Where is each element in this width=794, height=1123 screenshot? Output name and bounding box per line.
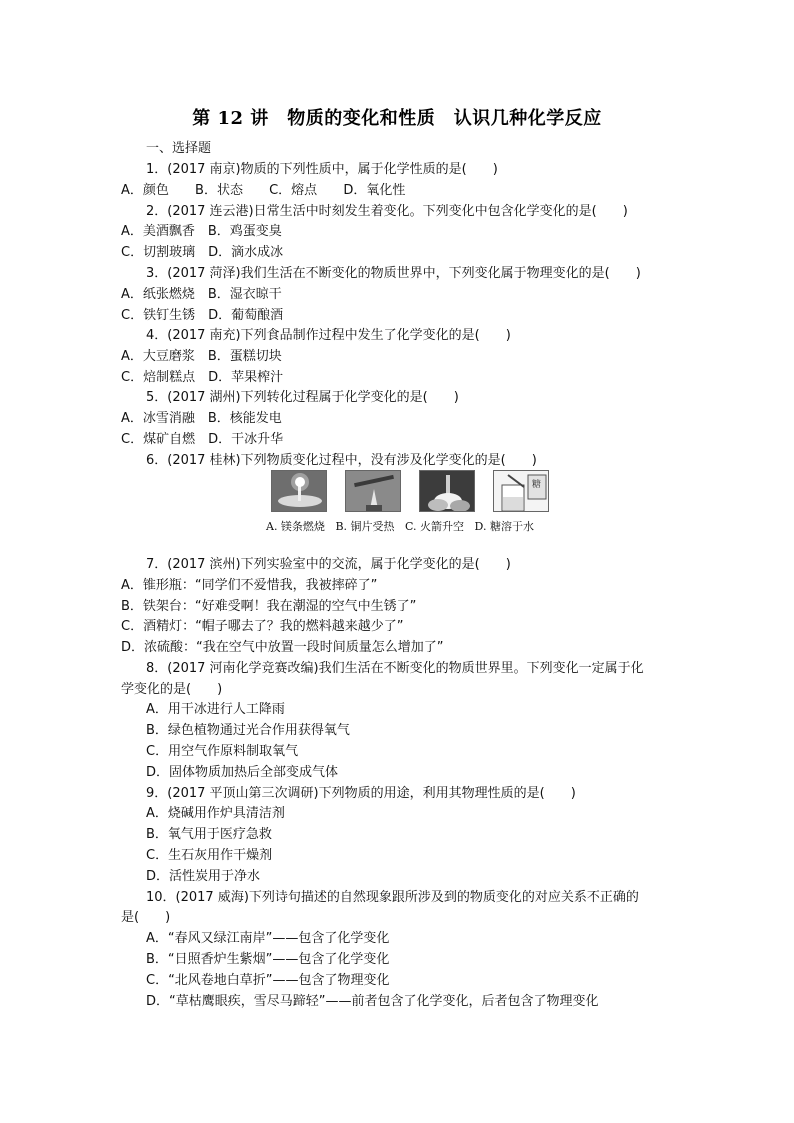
q1-option-b: B．状态 [195,183,243,198]
question-8-stem-cont: 学变化的是( ) [121,682,223,697]
q9-option-c: C．生石灰用作干燥剂 [146,848,273,863]
q8-option-c: C．用空气作原料制取氧气 [146,744,299,759]
question-7-stem: 7．(2017 滨州)下列实验室中的交流，属于化学变化的是( ) [146,557,511,572]
q9-option-b: B．氧气用于医疗急救 [146,827,272,842]
sugar-jar-label: 糖 [532,480,542,490]
question-6-captions [266,518,541,534]
question-6-stem: 6．(2017 桂林)下列物质变化过程中，没有涉及化学变化的是( ) [146,453,537,468]
q10-option-c: C．“北风卷地白草折”——包含了物理变化 [146,973,390,988]
question-1-options [121,181,405,201]
q7-option-c: C．酒精灯：“帽子哪去了？我的燃料越来越少了” [121,619,404,634]
question-10-stem-cont: 是( ) [121,910,171,925]
q8-option-d: D．固体物质加热后全部变成气体 [146,765,339,780]
q8-option-b: B．绿色植物通过光合作用获得氧气 [146,723,350,738]
question-4-options-row1: A．大豆磨浆 B．蛋糕切块 [121,349,282,364]
page-title: 第 12 讲 物质的变化和性质 认识几种化学反应 [192,108,602,129]
q9-option-a: A．烧碱用作炉具清洁剂 [146,806,285,821]
caption-a: A. 镁条燃烧 [266,520,325,533]
question-2-stem: 2．(2017 连云港)日常生活中时刻发生着变化。下列变化中包含化学变化的是( ) [146,204,628,219]
question-3-options-row1: A．纸张燃烧 B．湿衣晾干 [121,287,282,302]
q1-option-d: D．氧化性 [343,183,406,198]
q7-option-a: A．锥形瓶：“同学们不爱惜我，我被摔碎了” [121,578,378,593]
question-8-stem: 8．(2017 河南化学竞赛改编)我们生活在不断变化的物质世界里。下列变化一定属于化 [146,661,644,676]
section-heading: 一、选择题 [146,141,212,156]
question-10-stem: 10．(2017 威海)下列诗句描述的自然现象跟所涉及到的物质变化的对应关系不正确的 [146,890,639,905]
question-3-options-row2: C．铁钉生锈 D．葡萄酿酒 [121,308,284,323]
question-4-stem: 4．(2017 南充)下列食品制作过程中发生了化学变化的是( ) [146,328,511,343]
rocket-launch-photo [419,470,475,512]
q10-option-d: D．“草枯鹰眼疾，雪尽马蹄轻”——前者包含了化学变化，后者包含了物理变化 [146,994,599,1009]
caption-c: C. 火箭升空 [405,520,465,533]
q7-option-d: D．浓硫酸：“我在空气中放置一段时间质量怎么增加了” [121,640,444,655]
caption-b: B. 铜片受热 [335,520,395,533]
question-5-stem: 5．(2017 湖州)下列转化过程属于化学变化的是( ) [146,390,459,405]
sugar-dissolving-photo [493,470,549,512]
q9-option-d: D．活性炭用于净水 [146,869,261,884]
caption-d: D. 糖溶于水 [474,520,534,533]
q7-option-b: B．铁架台：“好难受啊！我在潮湿的空气中生锈了” [121,599,417,614]
q1-option-a: A．颜色 [121,183,169,198]
question-1-stem: 1．(2017 南京)物质的下列性质中，属于化学性质的是( ) [146,162,498,177]
question-2-options-row1: A．美酒飘香 B．鸡蛋变臭 [121,224,282,239]
question-4-options-row2: C．焙制糕点 D．苹果榨汁 [121,370,284,385]
magnesium-burning-photo [271,470,327,512]
question-2-options-row2: C．切割玻璃 D．滴水成冰 [121,245,284,260]
question-5-options-row1: A．冰雪消融 B．核能发电 [121,411,282,426]
question-5-options-row2: C．煤矿自燃 D．干冰升华 [121,432,284,447]
q10-option-a: A．“春风又绿江南岸”——包含了化学变化 [146,931,390,946]
question-6-figures [271,470,551,512]
q10-option-b: B．“日照香炉生紫烟”——包含了化学变化 [146,952,390,967]
copper-heating-photo [345,470,401,512]
q8-option-a: A．用干冰进行人工降雨 [146,702,285,717]
question-3-stem: 3．(2017 菏泽)我们生活在不断变化的物质世界中，下列变化属于物理变化的是( ) [146,266,641,281]
q1-option-c: C．熔点 [269,183,318,198]
question-9-stem: 9．(2017 平顶山第三次调研)下列物质的用途，利用其物理性质的是( ) [146,786,576,801]
